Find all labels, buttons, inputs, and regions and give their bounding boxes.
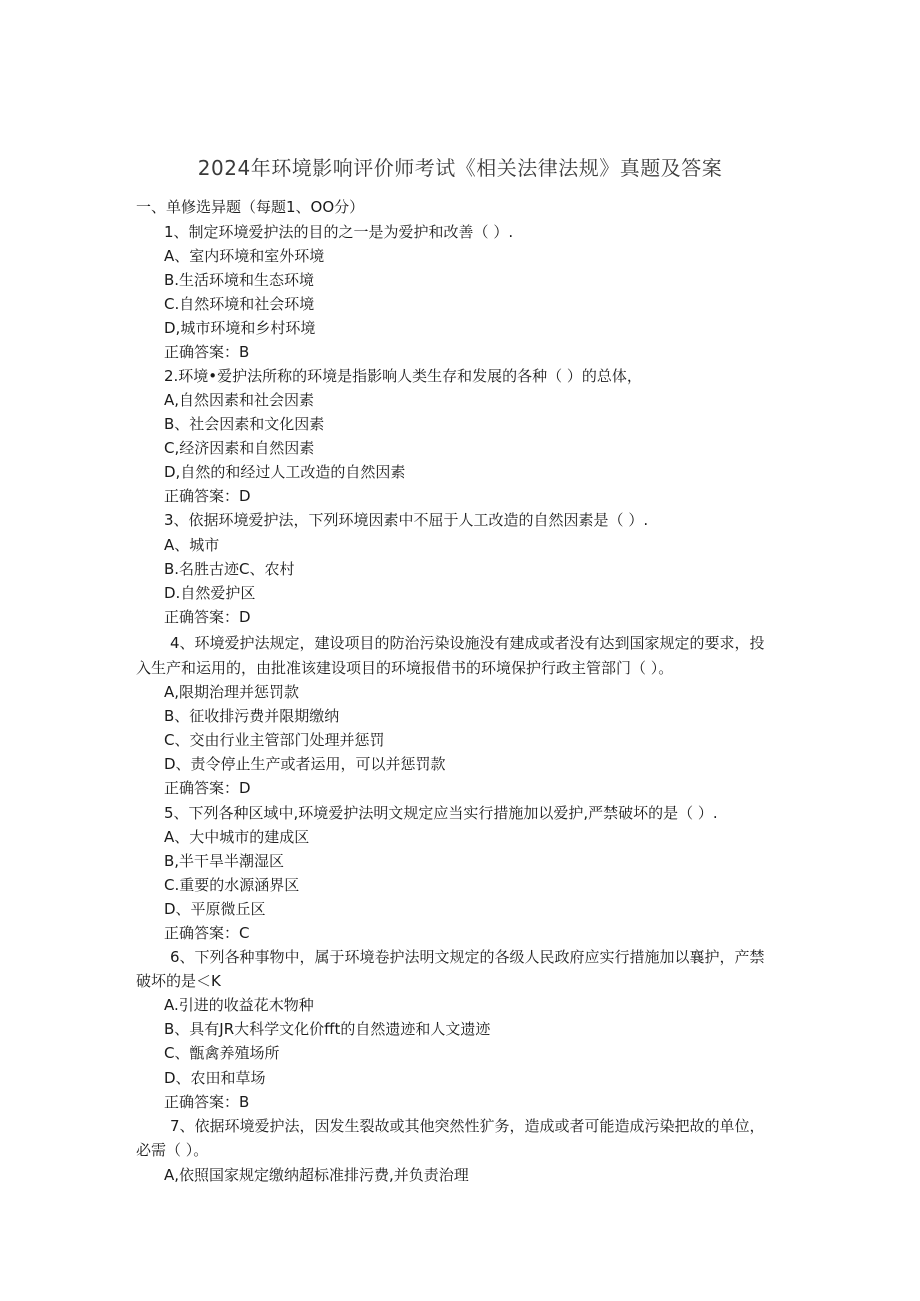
question-5-option-a: A、大中城市的建成区 <box>164 828 310 846</box>
question-2-option-b: B、社会因素和文化因素 <box>164 415 325 433</box>
question-2-option-d: D,自然的和经过人工改造的自然因素 <box>164 463 406 481</box>
question-2-stem: 2.环境•爱护法所称的环境是指影响人类生存和发展的各种（ ）的总体， <box>164 367 642 385</box>
question-2-option-c: C,经济因素和自然因素 <box>164 439 315 457</box>
question-4-option-b: B、征收排污费并限期缴纳 <box>164 707 340 725</box>
question-6-stem-line-1: 6、下列各种事物中，属于环境卷护法明文规定的各级人民政府应实行措施加以襄护，产禁 <box>170 948 765 966</box>
question-1-option-d: D,城市环境和乡村环境 <box>164 319 316 337</box>
question-4-stem-line-2: 入生产和运用的，由批准该建设项目的环境报借书的环境保护行政主管部门（ ）。 <box>136 659 674 677</box>
question-6-option-a: A.引进的收益花木物种 <box>164 996 314 1014</box>
section-heading: 一、单修选异题（每题1、OO分） <box>136 198 365 216</box>
question-2-option-a: A,自然因素和社会因素 <box>164 391 315 409</box>
question-7-stem-line-2: 必需（ ）。 <box>136 1141 209 1159</box>
document-title: 2024年环境影响评价师考试《相关法律法规》真题及答案 <box>197 156 723 180</box>
question-3-answer: 正确答案：D <box>164 608 251 626</box>
question-6-option-c: C、甑禽养殖场所 <box>164 1044 280 1062</box>
question-5-option-b: B,半干旱半潮湿区 <box>164 852 285 870</box>
question-6-answer: 正确答案：B <box>164 1093 250 1111</box>
question-3-option-d: D.自然爱护区 <box>164 584 256 602</box>
question-3-option-a: A、城市 <box>164 536 220 554</box>
question-4-option-a: A,限期治理并惩罚款 <box>164 683 300 701</box>
question-4-stem-line-1: 4、环境爱护法规定，建设项目的防治污染设施没有建成或者没有达到国家规定的要求，投 <box>170 634 765 652</box>
question-2-answer: 正确答案：D <box>164 487 251 505</box>
question-4-option-c: C、交由行业主管部门处理并惩罚 <box>164 731 385 749</box>
question-4-answer: 正确答案：D <box>164 779 251 797</box>
question-6-option-b: B、具有JR大科学文化价fft的自然遗迹和人文遗迹 <box>164 1020 491 1038</box>
question-1-option-a: A、室内环境和室外环境 <box>164 247 325 265</box>
question-6-stem-line-2: 破坏的是＜K <box>136 972 221 990</box>
question-1-answer: 正确答案：B <box>164 343 250 361</box>
question-5-answer: 正确答案：C <box>164 924 250 942</box>
question-6-option-d: D、农田和草场 <box>164 1069 266 1087</box>
question-1-stem: 1、制定环境爱护法的目的之一是为爱护和改善（ ）. <box>164 223 514 241</box>
question-3-option-b: B.名胜古迹C、农村 <box>164 560 295 578</box>
question-1-option-b: B.生活环境和生态环境 <box>164 271 315 289</box>
question-5-option-d: D、平原微丘区 <box>164 900 266 918</box>
question-5-option-c: C.重要的水源涵界区 <box>164 876 300 894</box>
question-4-option-d: D、责令停止生产或者运用，可以并惩罚款 <box>164 755 446 773</box>
question-7-stem-line-1: 7、依据环境爱护法，因发生裂故或其他突然性犷务，造成或者可能造成污染把故的单位， <box>170 1117 765 1135</box>
question-7-option-a: A,依照国家规定缴纳超标准排污费,并负责治理 <box>164 1166 469 1184</box>
question-3-stem: 3、依据环境爱护法，下列环境因素中不屈于人工改造的自然因素是（ ）. <box>164 511 649 529</box>
question-5-stem: 5、下列各种区域中,环境爱护法明文规定应当实行措施加以爱护,严禁破坏的是（ ）. <box>164 804 718 822</box>
question-1-option-c: C.自然环境和社会环境 <box>164 295 315 313</box>
